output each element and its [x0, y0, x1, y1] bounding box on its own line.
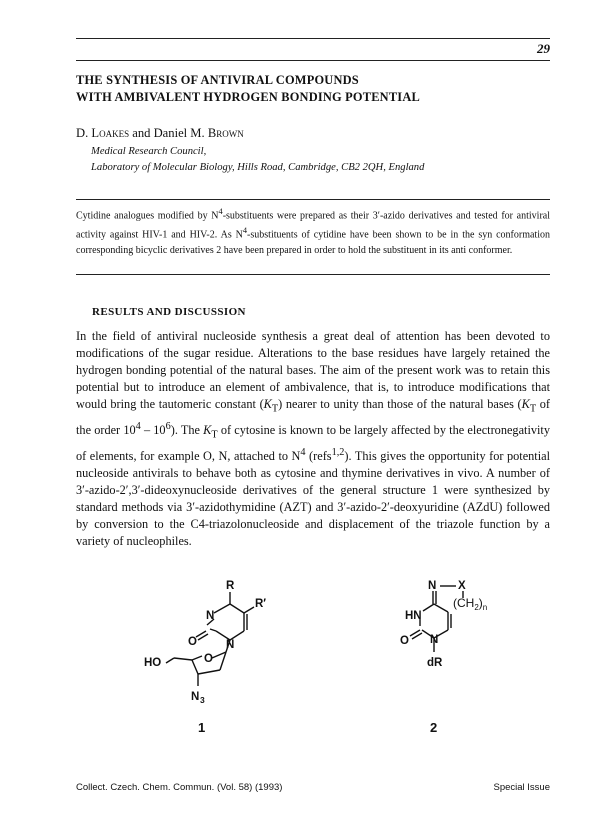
body-text-8: ). This gives the opportunity for potential nucleoside antivirals to behave both as cytosine and thymine derivatives in vivo. A number of 3′-azido-2′,3′-dideoxynucleoside derivatives of the general structure 1 were synthesized by standard methods via 3′-azidothymidine (AZT) and 3′-azido-2′-deoxyuridine (AZdU) followed by conversion to the C4-triazolonucleoside and displacement of the triazole function by a variety of nucleophiles.: [76, 448, 551, 549]
exponent-3: 4: [300, 446, 306, 458]
abstract-text-1: Cytidine analogues modified by N: [76, 210, 219, 222]
exponent-2: 6: [165, 420, 171, 432]
atom-n3: N: [206, 610, 215, 622]
kt-symbol-3: K: [203, 423, 212, 438]
author-1-surname: Loakes: [91, 126, 130, 140]
kt-subscript-2: T: [529, 403, 537, 415]
atom-n-azido-sub: 3: [200, 695, 205, 705]
author-and: and Daniel M.: [129, 126, 208, 140]
compound-label-1: 1: [198, 720, 206, 735]
atom-n-azido: N: [191, 691, 200, 703]
abstract-sup-2: 4: [242, 226, 248, 236]
author-1-initial: D.: [76, 126, 92, 140]
atom-n1: N: [226, 639, 235, 651]
body-text-7: (refs: [305, 448, 332, 463]
affiliation: [91, 144, 424, 176]
section-heading: RESULTS AND DISCUSSION: [92, 306, 246, 318]
atom-o2: O: [188, 636, 197, 648]
compound-label-2: 2: [430, 720, 438, 735]
abstract-text-3: -substituents of cytidine have been shown to be in the syn conformation corresponding bicyclic derivatives 2 have been prepared in order to hold the substituent in its anti conformer.: [76, 229, 550, 256]
atom-n1: N: [430, 634, 439, 646]
body-text-2: ) nearer to unity than those of the natural bases (: [278, 397, 522, 412]
atom-dr: dR: [427, 657, 443, 669]
title-line-2: WITH AMBIVALENT HYDROGEN BONDING POTENTIAL: [76, 90, 420, 104]
atom-r-prime: R′: [255, 598, 267, 610]
abstract: [76, 204, 550, 258]
structure-2: [378, 574, 528, 702]
structure-1-drawing: [130, 574, 280, 714]
author-2-surname: Brown: [207, 126, 244, 140]
header-rule: [76, 38, 550, 39]
exponent-1: 4: [135, 420, 141, 432]
atom-r: R: [226, 580, 235, 592]
body-text-4: – 10: [140, 423, 166, 438]
body-text-3: of the order 10: [76, 397, 550, 438]
body-text-1: In the field of antiviral nucleoside synthesis a great deal of attention has been devoted to modifications of the sugar residue. Alterations to the base residues have largely retained the hydrogen bonding potential of the natural bases. The aim of the present work was to retain this potential but to introduce an element of ambivalence, that is, to introduce modifications that would bring the tautomeric constant (: [76, 329, 550, 412]
structure-2-drawing: [378, 574, 528, 702]
abstract-text-2: -substituents were prepared as their 3′-azido derivatives and tested for antiviral activity against HIV-1 and HIV-2. As N: [76, 210, 550, 241]
body-text-5: ). The: [170, 423, 204, 438]
atom-o: O: [400, 635, 409, 647]
affiliation-line-2: Laboratory of Molecular Biology, Hills Road, Cambridge, CB2 2QH, England: [91, 162, 425, 173]
structure-1: [130, 574, 280, 714]
kt-symbol-2: K: [521, 397, 530, 412]
atom-n-top: N: [428, 580, 437, 592]
journal-citation: Collect. Czech. Chem. Commun. (Vol. 58) (1993): [76, 782, 283, 793]
affiliation-line-1: Medical Research Council,: [91, 146, 207, 157]
atom-ch2: $(CH_2)_n$: [453, 596, 488, 612]
title-line-1: THE SYNTHESIS OF ANTIVIRAL COMPOUNDS: [76, 73, 359, 87]
paper-title: [76, 72, 546, 106]
special-issue-label: Special Issue: [493, 782, 550, 793]
abstract-sup-1: 4: [218, 207, 223, 216]
atom-hn: HN: [405, 610, 422, 622]
abstract-rule-bottom: [76, 274, 550, 275]
atom-ring-o: O: [204, 653, 213, 665]
atom-ho: HO: [144, 657, 162, 669]
reference-citation: 1,2: [331, 446, 345, 458]
author-list: [76, 126, 244, 141]
page-number: 29: [537, 41, 550, 56]
kt-subscript-3: T: [211, 429, 218, 441]
kt-symbol: K: [263, 397, 272, 412]
atom-x: X: [458, 580, 466, 592]
abstract-rule-top: [76, 199, 550, 200]
body-paragraph: [76, 328, 550, 550]
kt-subscript: T: [271, 403, 279, 415]
body-text-6: of cytosine is known to be largely affected by the electronegativity of elements, for example O, N, attached to N: [76, 423, 550, 463]
header-rule-lower: [76, 60, 550, 61]
